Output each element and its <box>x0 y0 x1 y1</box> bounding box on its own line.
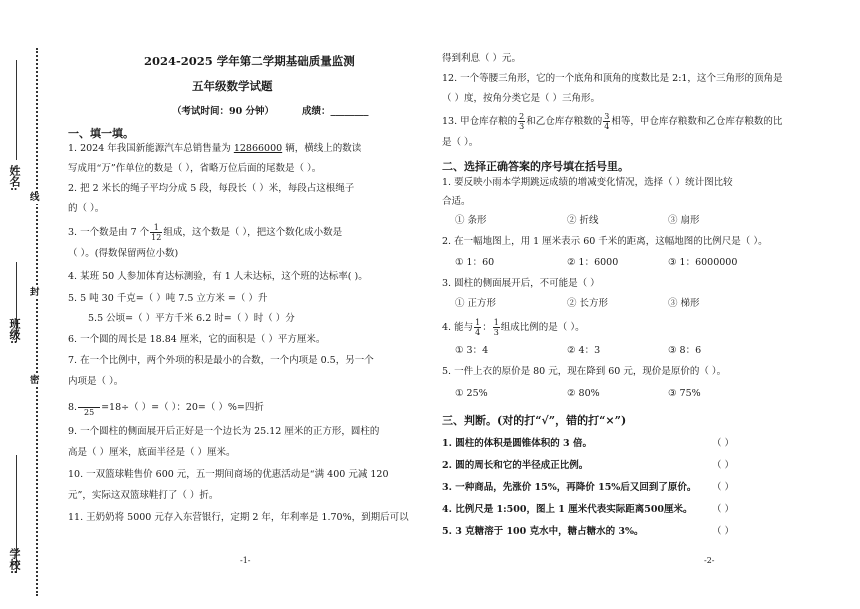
question-5b: 5.5 公顷=（ ）平方千米 6.2 时=（ ）时（ ）分 <box>88 313 295 324</box>
question-4: 4. 某班 50 人参加体育达标测验，有 1 人未达标，这个班的达标率( )。 <box>68 271 368 282</box>
question-8: 8. 25 =18÷（ ）=（ ）：20=（ ）%=四折 <box>68 398 264 417</box>
choice-4-opt-3: ③ 8：6 <box>668 345 702 356</box>
class-label: 班级: <box>8 318 21 345</box>
choice-3: 3. 圆柱的侧面展开后，不可能是（ ） <box>442 278 600 289</box>
exam-time: （考试时间：90 分钟） <box>172 106 275 117</box>
exam-title: 2024-2025 学年第二学期基础质量监测 <box>144 54 355 68</box>
question-10a: 10. 一双篮球鞋售价 600 元，五一期间商场的优惠活动是“满 400 元减 120 <box>68 469 389 480</box>
fraction-1-4: $\frac{1}{4}$ <box>475 318 481 337</box>
fraction-1-3: $\frac{1}{3}$ <box>493 318 499 337</box>
question-11a: 11. 王奶奶将 5000 元存入东营银行，定期 2 年，年利率是 1.70%，到期后可以 <box>68 512 409 523</box>
question-7b: 内项是（ ）。 <box>68 376 124 387</box>
choice-1a: 1. 要反映小雨本学期跳远成绩的增减变化情况，选择（ ）统计图比较 <box>442 177 733 188</box>
fraction-2-3: $\frac{2}{3}$ <box>519 112 525 131</box>
question-1a: 1. 2024 年我国新能源汽车总销售量为 12866000 辆，横线上的数读 <box>68 143 362 154</box>
binding-dotted-line <box>36 48 39 596</box>
choice-4: 4. 能与 $\frac{1}{4}$ ： $\frac{1}{3}$ 组成比例的是（ ）。 <box>442 318 585 337</box>
judge-5: 5. 3 克糖溶于 100 克水中，糖占糖水的 3%。 <box>442 526 644 537</box>
choice-2-opt-1: ① 1：60 <box>455 257 495 268</box>
judge-1-bracket: （ ） <box>712 438 735 449</box>
section-choice: 二、选择正确答案的序号填在括号里。 <box>442 160 629 173</box>
choice-3-opt-1: ① 正方形 <box>455 298 497 309</box>
page-number-2: -2- <box>704 556 715 565</box>
judge-2-bracket: （ ） <box>712 460 735 471</box>
question-9b: 高是（ ）厘米，底面半径是（ ）厘米。 <box>68 447 236 458</box>
choice-5-opt-1: ① 25% <box>455 388 488 399</box>
name-line <box>16 60 17 160</box>
question-13a: 13. 甲仓库存粮的 $\frac{2}{3}$ 和乙仓库存粮数的 $\frac{3}{4}$ 相等，甲仓库存粮数和乙仓库存粮数的比 <box>442 112 783 131</box>
choice-1b: 合适。 <box>442 196 471 207</box>
choice-2-opt-2: ② 1：6000 <box>567 257 619 268</box>
fraction-blank-25: 25 <box>78 398 100 417</box>
choice-1-opt-1: ① 条形 <box>455 215 487 226</box>
question-6: 6. 一个圆的周长是 18.84 厘米，它的面积是（ ）平方厘米。 <box>68 334 326 345</box>
question-7a: 7. 在一个比例中，两个外项的积是最小的合数，一个内项是 0.5，另一个 <box>68 355 374 366</box>
question-2a: 2. 把 2 米长的绳子平均分成 5 段，每段长（ ）米，每段占这根绳子 <box>68 183 355 194</box>
question-3b: （ ）。(得数保留两位小数) <box>68 248 179 259</box>
choice-2-opt-3: ③ 1：6000000 <box>668 257 738 268</box>
fraction-3-4: $\frac{3}{4}$ <box>604 112 610 131</box>
name-label: 姓名: <box>8 165 21 192</box>
question-12b: （ ）度，按角分类它是（ ）三角形。 <box>442 93 601 104</box>
choice-1-opt-3: ③ 扇形 <box>668 215 700 226</box>
judge-1: 1. 圆柱的体积是圆锥体积的 3 倍。 <box>442 438 592 449</box>
choice-4-opt-1: ① 3：4 <box>455 345 489 356</box>
section-fill-in: 一、填一填。 <box>68 127 134 140</box>
seal-char-mi: 密 <box>30 375 40 386</box>
judge-3-bracket: （ ） <box>712 482 735 493</box>
exam-subtitle: 五年级数学试题 <box>192 79 273 93</box>
question-3a: 3. 一个数是由 7 个 $\frac{1}{12}$ 组成，这个数是（ ），把这个数化成小数是 <box>68 223 343 242</box>
question-11b: 得到利息（ ）元。 <box>442 53 522 64</box>
page-number-1: -1- <box>240 556 251 565</box>
fraction-1-12: $\frac{1}{12}$ <box>151 223 162 242</box>
question-2b: 的（ ）。 <box>68 203 105 214</box>
judge-3: 3. 一种商品，先涨价 15%，再降价 15%后又回到了原价。 <box>442 482 697 493</box>
judge-5-bracket: （ ） <box>712 526 735 537</box>
question-13b: 是（ ）。 <box>442 137 479 148</box>
choice-2: 2. 在一幅地图上，用 1 厘米表示 60 千米的距离，这幅地图的比例尺是（ ）。 <box>442 236 768 247</box>
seal-char-feng: 封 <box>30 287 40 298</box>
choice-5-opt-2: ② 80% <box>567 388 600 399</box>
question-12a: 12. 一个等腰三角形，它的一个底角和顶角的度数比是 2:1，这个三角形的顶角是 <box>442 73 783 84</box>
seal-char-xian: 线 <box>30 192 40 203</box>
question-10b: 元”，实际这双篮球鞋打了（ ）折。 <box>68 490 219 501</box>
score-field: 成绩：________ <box>302 106 369 117</box>
question-5a: 5. 5 吨 30 千克=（ ）吨 7.5 立方米 =（ ）升 <box>68 293 268 304</box>
choice-3-opt-3: ③ 梯形 <box>668 298 700 309</box>
section-judge: 三、判断。(对的打“√”，错的打“×”) <box>442 414 627 427</box>
choice-1-opt-2: ② 折线 <box>567 215 599 226</box>
choice-5: 5. 一件上衣的原价是 80 元，现在降到 60 元，现价是原价的（ ）。 <box>442 366 727 377</box>
choice-5-opt-3: ③ 75% <box>668 388 701 399</box>
choice-3-opt-2: ② 长方形 <box>567 298 609 309</box>
choice-4-opt-2: ② 4：3 <box>567 345 601 356</box>
judge-2: 2. 圆的周长和它的半径成正比例。 <box>442 460 589 471</box>
school-label: 学校: <box>8 548 21 575</box>
judge-4: 4. 比例尺是 1:500，图上 1 厘米代表实际距离500厘米。 <box>442 504 693 515</box>
judge-4-bracket: （ ） <box>712 504 735 515</box>
question-9a: 9. 一个圆柱的侧面展开后正好是一个边长为 25.12 厘米的正方形，圆柱的 <box>68 426 380 437</box>
question-1b: 写成用“万”作单位的数是（ ），省略万位后面的尾数是（ ）。 <box>68 163 322 174</box>
